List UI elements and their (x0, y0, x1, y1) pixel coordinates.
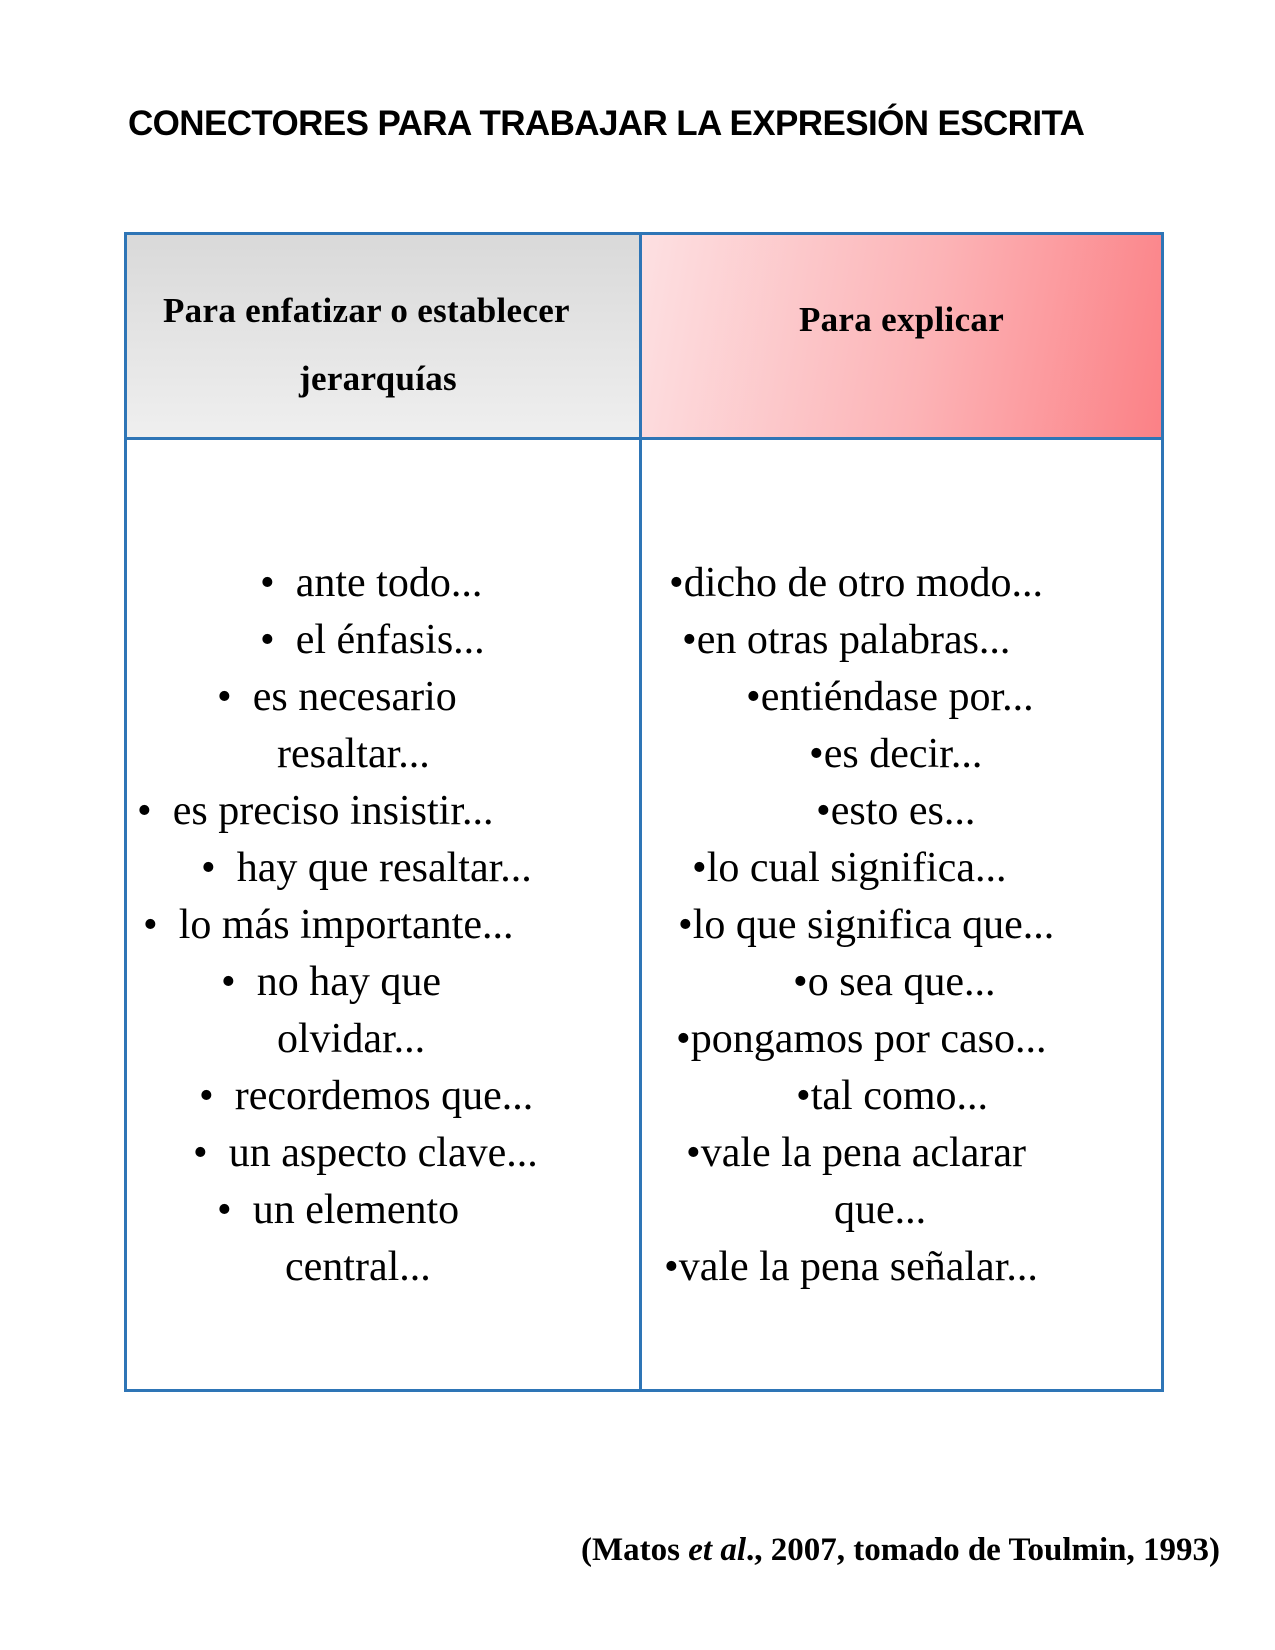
list-item: • un elemento (127, 1182, 639, 1239)
header-emphasize-label (163, 277, 633, 413)
bullet-icon: • (221, 959, 236, 1005)
list-item: •pongamos por caso... (642, 1011, 1161, 1068)
row-divider (127, 437, 1161, 440)
list-item: • recordemos que... (127, 1068, 639, 1125)
bullet-icon: • (692, 845, 707, 891)
list-item: • hay que resaltar... (127, 840, 639, 897)
list-item-continuation: central... (285, 1244, 431, 1290)
citation-rest: ., 2007, tomado de Toulmin, 1993) (746, 1532, 1220, 1568)
bullet-icon: • (199, 1073, 214, 1119)
bullet-icon: • (809, 731, 824, 777)
bullet-icon: • (669, 560, 684, 606)
bullet-icon: • (793, 959, 808, 1005)
list-item: •es decir... (642, 726, 1161, 783)
emphasize-connectors-list (127, 555, 639, 1296)
header-emphasize-line-1: Para enfatizar o establecer (163, 291, 570, 330)
list-item: • no hay que (127, 954, 639, 1011)
citation-open: (Matos (581, 1532, 689, 1568)
citation (540, 1532, 1220, 1569)
list-item: •dicho de otro modo... (642, 555, 1161, 612)
list-item: •o sea que... (642, 954, 1161, 1011)
bullet-icon: • (664, 1244, 679, 1290)
list-item: • es necesario (127, 669, 639, 726)
bullet-icon: • (682, 617, 697, 663)
list-item: •en otras palabras... (642, 612, 1161, 669)
bullet-icon: • (137, 788, 152, 834)
bullet-icon: • (678, 902, 693, 948)
bullet-icon: • (796, 1073, 811, 1119)
explain-connectors-list (642, 555, 1161, 1296)
list-item-continuation: que... (834, 1187, 927, 1233)
list-item-continuation: olvidar... (277, 1016, 426, 1062)
bullet-icon: • (676, 1016, 691, 1062)
citation-italic: et al (688, 1532, 746, 1568)
bullet-icon: • (746, 674, 761, 720)
list-item: • el énfasis... (127, 612, 639, 669)
list-item: • ante todo... (127, 555, 639, 612)
page-title: CONECTORES PARA TRABAJAR LA EXPRESIÓN ESCRITA (128, 104, 1085, 143)
list-item: •esto es... (642, 783, 1161, 840)
header-cell-explain (642, 235, 1161, 437)
bullet-icon: • (201, 845, 216, 891)
header-emphasize-line-2: jerarquías (299, 359, 457, 398)
list-item: •vale la pena señalar... (642, 1239, 1161, 1296)
header-explain-label: Para explicar (798, 300, 1005, 339)
bullet-icon: • (143, 902, 158, 948)
bullet-icon: • (217, 1187, 232, 1233)
bullet-icon: • (816, 788, 831, 834)
bullet-icon: • (193, 1130, 208, 1176)
bullet-icon: • (260, 617, 275, 663)
list-item: •tal como... (642, 1068, 1161, 1125)
list-item: • es preciso insistir... (127, 783, 639, 840)
list-item: • un aspecto clave... (127, 1125, 639, 1182)
list-item: •lo que significa que... (642, 897, 1161, 954)
bullet-icon: • (686, 1130, 701, 1176)
list-item-continuation: resaltar... (277, 731, 430, 777)
connectors-table (124, 232, 1164, 1392)
list-item: •lo cual significa... (642, 840, 1161, 897)
bullet-icon: • (217, 674, 232, 720)
list-item: •entiéndase por... (642, 669, 1161, 726)
list-item: • lo más importante... (127, 897, 639, 954)
bullet-icon: • (260, 560, 275, 606)
list-item: •vale la pena aclarar (642, 1125, 1161, 1182)
header-cell-emphasize (127, 235, 639, 437)
